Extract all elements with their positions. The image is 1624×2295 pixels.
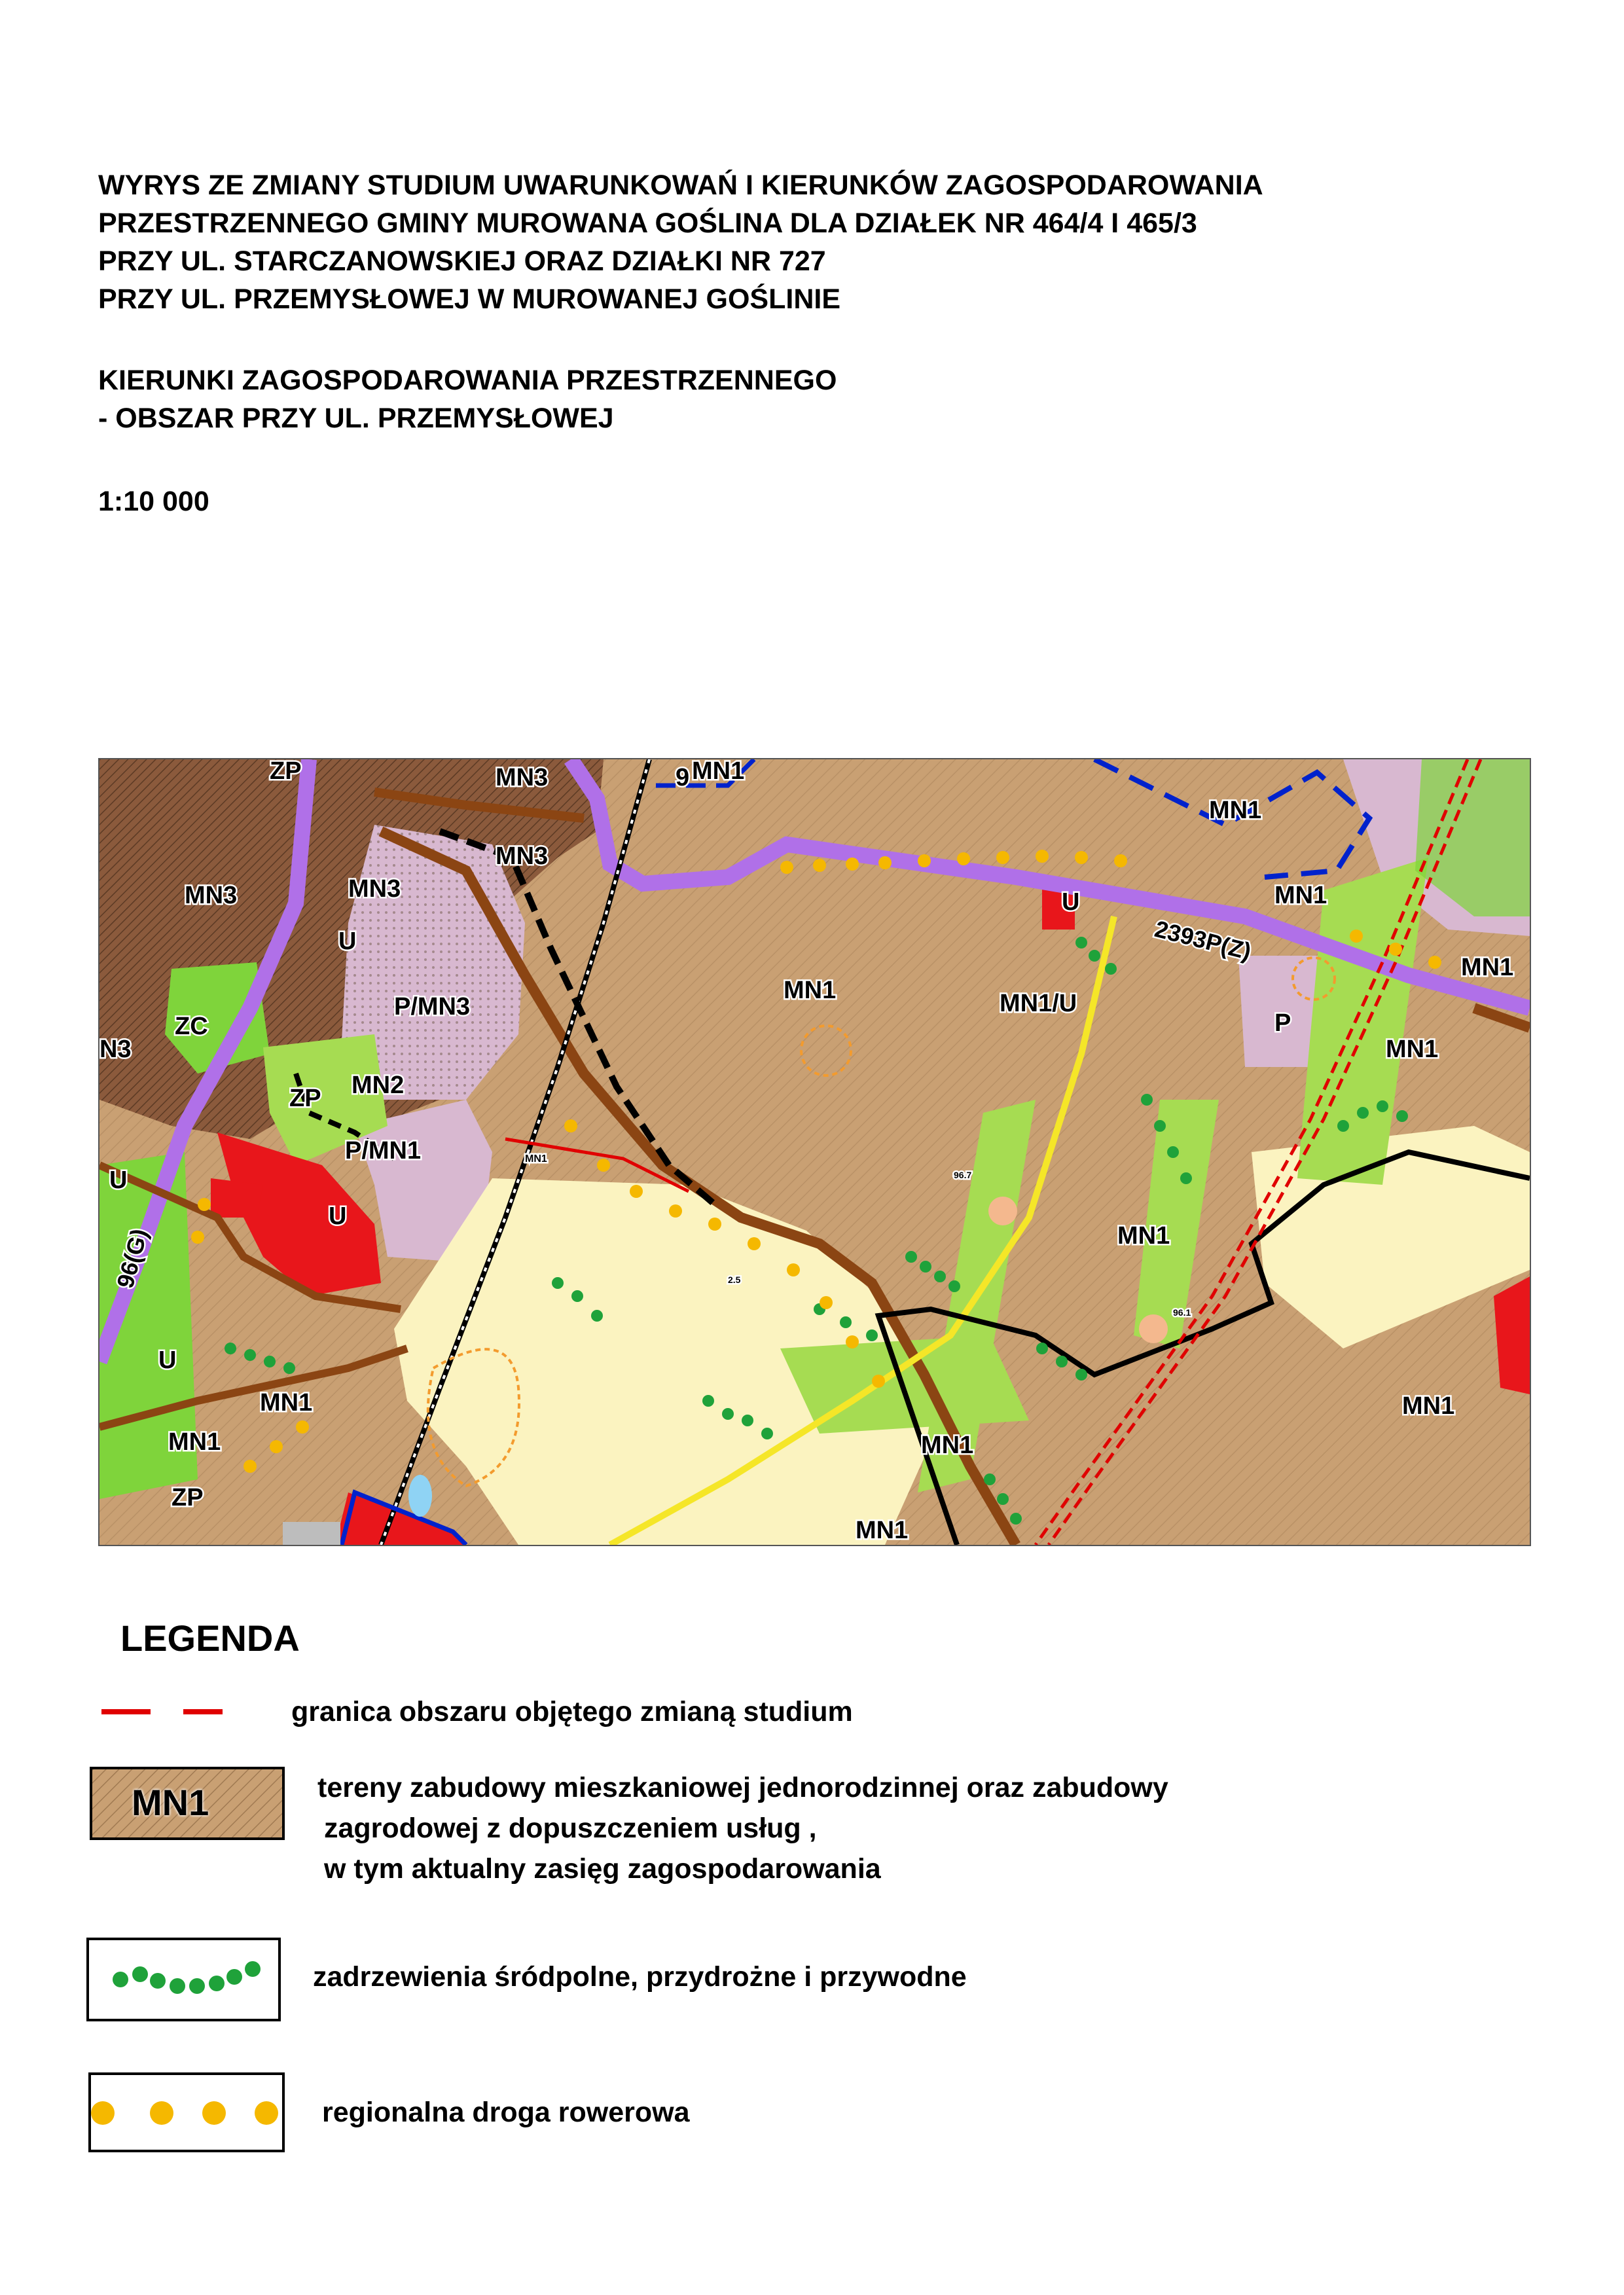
map-subtitle <box>98 361 837 437</box>
map-label-mn1-small: MN1 <box>525 1153 547 1165</box>
map-label-u-b: U <box>338 928 357 955</box>
map-label-mn1-east: MN1 <box>1117 1222 1170 1250</box>
map-label-zp-low: ZP <box>171 1484 204 1511</box>
map-label-mn1-center: MN1 <box>784 977 837 1004</box>
map-label-elev-3: 2.5 <box>728 1274 741 1285</box>
map-label-p: P <box>1274 1009 1291 1037</box>
map-label-mn1-sw2: MN1 <box>168 1428 221 1456</box>
map-label-nine: 9 <box>676 764 690 791</box>
map-label-u-mid: U <box>329 1202 347 1230</box>
map-label-mn2: MN2 <box>352 1072 405 1099</box>
map-label-pmn3: P/MN3 <box>394 993 471 1021</box>
legend-swatch-boundary <box>98 1702 229 1722</box>
legend-text-mn1-line2: zagrodowej z dopuszczeniem usług , <box>324 1813 817 1844</box>
map-label-mn1-right: MN1 <box>1461 954 1514 981</box>
legend-text-boundary: granica obszaru objętego zmianą studium <box>291 1696 853 1727</box>
feature-grey-block <box>283 1522 340 1545</box>
legend-text-bike: regionalna droga rowerowa <box>322 2097 690 2128</box>
map-label-mn1u: MN1/U <box>1000 990 1077 1017</box>
map-label-96: 96(G) <box>111 1225 153 1292</box>
map-label-2393: 2393P(Z) <box>1152 914 1254 966</box>
map-label-zp-top: ZP <box>270 759 302 785</box>
map-label-mn3-b: MN3 <box>348 875 401 903</box>
feature-pond <box>408 1475 432 1517</box>
map-extract <box>98 758 1531 1546</box>
legend-swatch-trees <box>86 1938 281 2021</box>
legend-text-trees: zadrzewienia śródpolne, przydrożne i przywodne <box>313 1961 967 1993</box>
legend-swatch-mn1-label: MN1 <box>132 1782 209 1823</box>
map-label-mn1-s: MN1 <box>921 1432 974 1459</box>
map-label-pmn1: P/MN1 <box>345 1137 422 1165</box>
legend-text-mn1-line3: w tym aktualny zasięg zagospodarowania <box>324 1853 881 1885</box>
feature-orange-point-1 <box>988 1197 1017 1225</box>
map-label-elev-2: 96.7 <box>954 1170 972 1180</box>
subtitle-line-2: - OBSZAR PRZY UL. PRZEMYSŁOWEJ <box>98 403 614 434</box>
title-line-2: PRZESTRZENNEGO GMINY MUROWANA GOŚLINA DLA DZIAŁEK NR 464/4 I 465/3 <box>98 208 1197 239</box>
legend-swatch-bike <box>88 2072 285 2152</box>
map-label-mn1-sw: MN1 <box>260 1389 313 1417</box>
zone-u-small <box>211 1178 263 1218</box>
map-scale: 1:10 000 <box>98 486 209 517</box>
map-label-elev-1: 96.1 <box>1173 1307 1191 1318</box>
map-label-mn3-left: MN3 <box>185 882 238 909</box>
map-label-mn1-s2: MN1 <box>856 1517 909 1544</box>
map-label-mn1-se: MN1 <box>1402 1392 1455 1420</box>
map-label-mn1-top: MN1 <box>692 759 745 785</box>
map-label-n3: N3 <box>99 1036 132 1063</box>
legend-swatch-mn1 <box>90 1767 285 1840</box>
map-label-mn1-road: MN1 <box>1274 882 1327 909</box>
map-label-mn3-mid: MN3 <box>496 842 549 870</box>
legend-text-mn1-line1: tereny zabudowy mieszkaniowej jednorodzinnej oraz zabudowy <box>317 1772 1168 1803</box>
map-label-u-low: U <box>158 1346 177 1374</box>
map-label-u-a: U <box>1062 888 1080 916</box>
map-label-mn1-r2: MN1 <box>1386 1036 1439 1063</box>
map-label-u-left: U <box>109 1166 128 1194</box>
feature-orange-point-2 <box>1139 1314 1168 1343</box>
title-line-1: WYRYS ZE ZMIANY STUDIUM UWARUNKOWAŃ I KIERUNKÓW ZAGOSPODAROWANIA <box>98 170 1263 201</box>
map-canvas <box>99 759 1530 1545</box>
legend-title: LEGENDA <box>120 1617 300 1659</box>
map-label-zc: ZC <box>175 1013 208 1040</box>
subtitle-line-1: KIERUNKI ZAGOSPODAROWANIA PRZESTRZENNEGO <box>98 365 837 396</box>
map-label-mn1-ne: MN1 <box>1209 797 1262 824</box>
map-label-zp-mid: ZP <box>289 1085 321 1112</box>
title-line-3: PRZY UL. STARCZANOWSKIEJ ORAZ DZIAŁKI NR 727 <box>98 245 826 277</box>
map-label-mn3-top: MN3 <box>496 764 549 791</box>
map-title <box>98 166 1538 318</box>
title-line-4: PRZY UL. PRZEMYSŁOWEJ W MUROWANEJ GOŚLINIE <box>98 283 840 315</box>
